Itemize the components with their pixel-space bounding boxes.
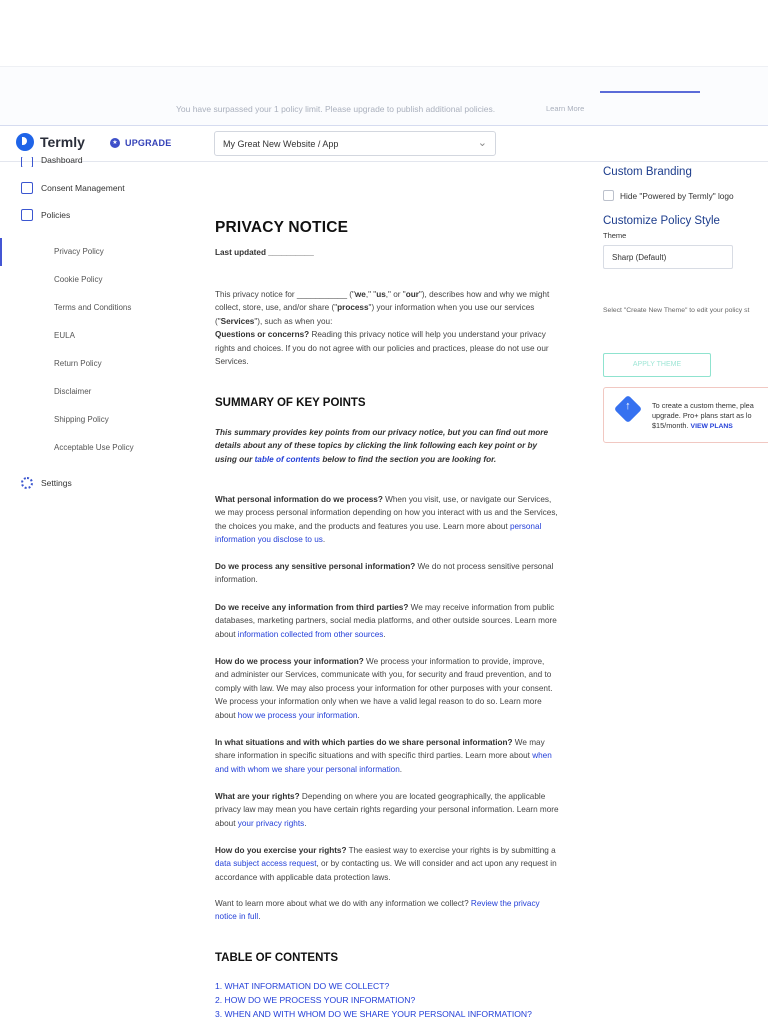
key-point-end: .	[304, 818, 307, 828]
intro-our: our	[405, 290, 419, 299]
dashboard-icon	[21, 157, 33, 167]
intro-paragraph	[215, 288, 560, 368]
toc-item[interactable]: 2. HOW DO WE PROCESS YOUR INFORMATION?	[215, 995, 416, 1005]
sidebar-item-label: Dashboard	[41, 157, 83, 165]
key-point-question: What are your rights?	[215, 792, 300, 801]
key-point-answer: We process your information to provide, improve, and administer our Services, communicate with you, for security and fraud prevention, and to comply with law. We may also process your information for other purposes with your consent. We process your information only when we have a valid legal reason to do so. Learn more about	[215, 657, 553, 720]
promo-text	[652, 401, 768, 432]
checkbox-icon	[21, 182, 33, 194]
document-icon	[21, 209, 33, 221]
key-point	[215, 844, 560, 884]
website-selector[interactable]	[214, 131, 496, 156]
key-point	[215, 790, 560, 830]
key-point	[215, 493, 560, 547]
review-full-link[interactable]: Review the privacy notice in full	[215, 899, 540, 922]
intro-we: we	[354, 290, 366, 299]
summary-intro-text: This summary provides key points from our privacy notice, but you can find out more details about any of these topics by clicking the link following each key point or by using our	[215, 428, 549, 464]
upgrade-banner	[0, 66, 768, 126]
customize-style-heading: Customize Policy Style	[603, 215, 720, 227]
intro-text: "), describes how and why we might collect, store, use, and/or share ("	[215, 290, 550, 313]
promo-body: To create a custom theme, plea upgrade. Pro+ plans start as lo $15/month.	[652, 401, 754, 430]
sidebar-subitem-shipping-policy[interactable]: Shipping Policy	[54, 415, 109, 424]
last-updated	[215, 246, 560, 259]
key-point-question: Do we receive any information from third parties?	[215, 603, 409, 612]
key-point-answer: Depending on where you are located geographically, the applicable privacy law may mean you have certain rights regarding your personal information. Learn more about	[215, 792, 559, 828]
summary-intro	[215, 426, 560, 466]
theme-select[interactable]	[603, 245, 733, 269]
intro-services: Services	[220, 316, 255, 326]
theme-hint: Select "Create New Theme" to edit your policy st	[603, 307, 750, 314]
upgrade-promo-card	[603, 387, 768, 443]
website-selector-value: My Great New Website / App	[223, 139, 339, 149]
gear-icon	[21, 477, 33, 489]
key-point-answer: We may receive information from public databases, marketing partners, social media platforms, and other outside sources. Learn more about	[215, 603, 557, 639]
banner-upgrade-button[interactable]	[600, 91, 700, 93]
active-indicator	[0, 238, 2, 266]
key-point	[215, 736, 560, 776]
toc-link[interactable]: table of contents	[254, 454, 321, 464]
key-point-link[interactable]: how we process your information	[237, 710, 358, 720]
want-more-text: Want to learn more about what we do with any information we collect?	[215, 899, 471, 908]
intro-text: ," "	[365, 290, 377, 299]
last-updated-text: Last updated __________	[215, 248, 314, 257]
sidebar-item-policies[interactable]	[21, 209, 70, 221]
key-point-end: , or by contacting us. We will consider and act upon any request in accordance with applicable data protection laws.	[215, 859, 557, 882]
want-more-paragraph	[215, 897, 560, 924]
view-plans-link[interactable]: VIEW PLANS	[690, 423, 733, 430]
key-point-answer: We do not process sensitive personal information.	[215, 562, 554, 585]
want-more-end: .	[258, 912, 261, 922]
intro-text: ") your information when you use our services ("	[215, 303, 535, 326]
upgrade-button[interactable]	[110, 138, 171, 148]
toc-item[interactable]: 3. WHEN AND WITH WHOM DO WE SHARE YOUR PERSONAL INFORMATION?	[215, 1009, 532, 1019]
intro-text: This privacy notice for ___________ ("	[215, 290, 355, 299]
intro-text: "), such as when you:	[254, 316, 333, 326]
key-point-link[interactable]: data subject access request	[215, 859, 317, 869]
key-point	[215, 655, 560, 722]
upgrade-label: UPGRADE	[125, 138, 172, 148]
intro-us: us	[376, 290, 386, 299]
summary-heading: SUMMARY OF KEY POINTS	[215, 397, 366, 409]
sidebar-item-settings[interactable]	[21, 477, 72, 489]
key-point-answer: The easiest way to exercise your rights is by submitting a	[346, 846, 556, 855]
toc-heading: TABLE OF CONTENTS	[215, 952, 339, 964]
theme-label: Theme	[603, 231, 627, 240]
termly-logo-icon	[16, 133, 34, 151]
key-point-question: Do we process any sensitive personal information?	[215, 562, 416, 571]
theme-select-value: Sharp (Default)	[612, 253, 667, 262]
learn-more-link[interactable]: Learn More	[546, 104, 585, 113]
apply-theme-label: APPLY THEME	[632, 361, 682, 368]
sidebar-subitem-acceptable-use[interactable]: Acceptable Use Policy	[54, 443, 134, 452]
key-point-question: How do we process your information?	[215, 657, 364, 666]
banner-message: You have surpassed your 1 policy limit. Please upgrade to publish additional policies.	[176, 104, 496, 114]
key-point-link[interactable]: personal information you disclose to us	[215, 521, 542, 545]
sidebar-item-label: Settings	[41, 478, 72, 488]
sidebar-subitem-cookie-policy[interactable]: Cookie Policy	[54, 275, 103, 284]
document-title: PRIVACY NOTICE	[215, 219, 349, 236]
key-point-question: What personal information do we process?	[215, 495, 383, 504]
sidebar-subitem-terms[interactable]: Terms and Conditions	[54, 303, 132, 312]
key-point-end: .	[383, 629, 386, 639]
hide-logo-label[interactable]: Hide "Powered by Termly" logo	[620, 191, 734, 201]
termly-logo[interactable]	[16, 133, 85, 151]
key-point	[215, 560, 560, 587]
sidebar-subitem-eula[interactable]: EULA	[54, 331, 75, 340]
key-point-link[interactable]: when and with whom we share your personal information	[215, 751, 552, 774]
sidebar-subitem-privacy-policy[interactable]: Privacy Policy	[54, 247, 104, 256]
questions-text: Reading this privacy notice will help you understand your privacy rights and choices. If you do not agree with our policies and practices, please do not use our Services.	[215, 330, 549, 367]
chevron-down-icon: ⌄	[477, 137, 487, 149]
intro-text: ," or "	[385, 290, 406, 299]
summary-intro-text: below to find the section you are looking for.	[320, 454, 497, 464]
key-point-question: In what situations and with which parties do we share personal information?	[215, 738, 513, 747]
sidebar-item-label: Policies	[41, 210, 71, 220]
key-point-end: .	[357, 710, 360, 720]
sidebar-subitem-disclaimer[interactable]: Disclaimer	[54, 387, 92, 396]
sidebar-subitem-return-policy[interactable]: Return Policy	[54, 359, 102, 368]
brand-name: Termly	[40, 134, 85, 150]
key-point-link[interactable]: information collected from other sources	[237, 629, 384, 639]
key-point-answer: When you visit, use, or navigate our Services, we may process personal information depending on how you interact with us and the Services, the choices you make, and the products and features you use. Learn more about	[215, 495, 558, 531]
toc-item[interactable]: 1. WHAT INFORMATION DO WE COLLECT?	[215, 981, 390, 991]
sidebar-item-consent-management[interactable]	[21, 182, 125, 194]
key-point-end: .	[322, 535, 326, 545]
key-point-question: How do you exercise your rights?	[215, 846, 347, 855]
intro-process: process	[337, 303, 369, 313]
sidebar-item-dashboard[interactable]	[21, 157, 83, 167]
key-point	[215, 601, 560, 641]
custom-branding-heading: Custom Branding	[603, 166, 692, 178]
upgrade-arrow-icon	[614, 395, 642, 423]
questions-label: Questions or concerns?	[215, 330, 310, 340]
sidebar-item-label: Consent Management	[41, 183, 125, 193]
apply-theme-button[interactable]	[603, 353, 711, 377]
key-point-answer: We may share information in specific situations and with specific third parties. Learn more about	[215, 738, 545, 761]
hide-logo-checkbox[interactable]	[603, 190, 614, 201]
key-point-link[interactable]: your privacy rights	[237, 818, 305, 828]
key-point-end: .	[399, 764, 403, 774]
star-icon: ★	[110, 138, 120, 148]
